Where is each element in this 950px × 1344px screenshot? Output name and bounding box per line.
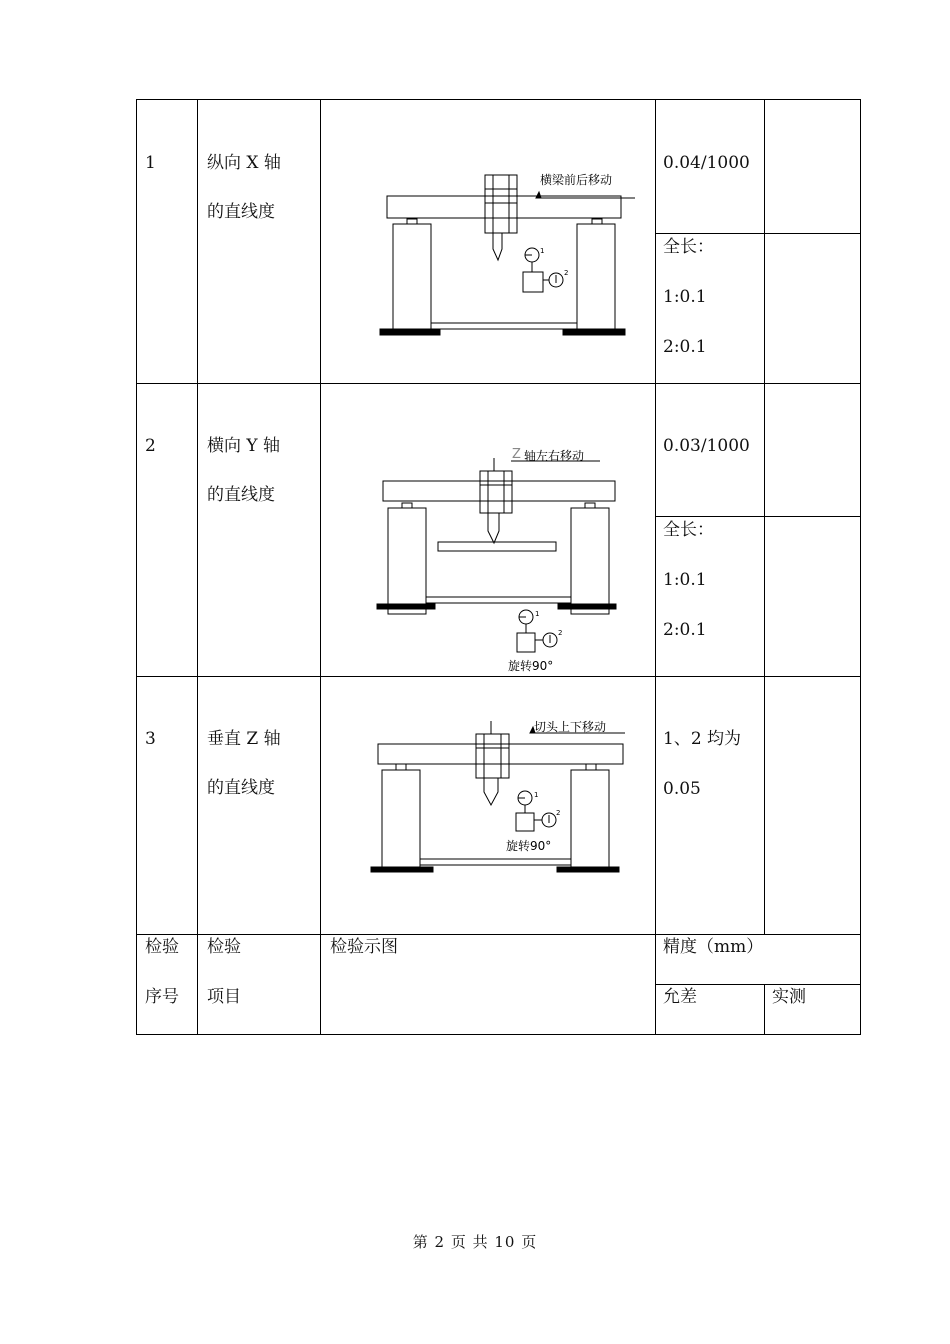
row-2-tolerance-2: 2:0.1 xyxy=(663,620,707,640)
row-2-item-line1: 横向 Y 轴 xyxy=(207,436,281,456)
header-item-line1: 检验 xyxy=(207,937,241,957)
row-3-item-line1: 垂直 Z 轴 xyxy=(207,729,281,749)
figure-2-annotation-z: Z xyxy=(512,447,521,462)
figure-1-gauge-1: 1 xyxy=(540,247,545,255)
row-2-tolerance-top: 0.03/1000 xyxy=(663,436,750,456)
figure-3-gauge-1: 1 xyxy=(534,791,539,799)
row-1-item-line1: 纵向 X 轴 xyxy=(207,153,281,173)
row-3-tolerance-line2: 0.05 xyxy=(663,779,701,799)
row-1-item-line2: 的直线度 xyxy=(207,202,275,222)
header-item-line2: 项目 xyxy=(207,987,241,1007)
figure-3-annotation: 切头上下移动 xyxy=(534,720,607,734)
figure-2-rotation: 旋转90° xyxy=(508,659,554,673)
row-1-number: 1 xyxy=(145,153,156,173)
row-1-tolerance-1: 1:0.1 xyxy=(663,287,707,307)
figure-2-annotation: 轴左右移动 xyxy=(524,449,585,463)
row-2-number: 2 xyxy=(145,436,156,456)
figure-1-annotation: 横梁前后移动 xyxy=(540,173,613,187)
row-2-tolerance-1: 1:0.1 xyxy=(663,570,707,590)
figure-z-axis-straightness xyxy=(370,717,640,881)
header-measured: 实测 xyxy=(772,987,806,1007)
row-3-tolerance-line1: 1、2 均为 xyxy=(663,729,742,749)
row-2-item-line2: 的直线度 xyxy=(207,485,275,505)
row-1-tolerance-2: 2:0.1 xyxy=(663,337,707,357)
figure-3-rotation: 旋转90° xyxy=(506,839,552,853)
figure-y-axis-straightness xyxy=(370,446,640,682)
row-3-item-line2: 的直线度 xyxy=(207,778,275,798)
row-1-tolerance-top: 0.04/1000 xyxy=(663,153,750,173)
header-figure: 检验示图 xyxy=(330,937,398,957)
figure-1-gauge-2: 2 xyxy=(564,269,569,277)
figure-2-gauge-2: 2 xyxy=(558,629,563,637)
figure-x-axis-straightness xyxy=(370,163,640,347)
figure-3-gauge-2: 2 xyxy=(556,809,561,817)
inspection-table xyxy=(136,99,861,1035)
row-1-tolerance-label: 全长： xyxy=(663,237,714,257)
page-footer: 第 2 页 共 10 页 xyxy=(412,1233,538,1251)
row-2-tolerance-label: 全长： xyxy=(663,520,714,540)
header-tolerance: 允差 xyxy=(663,987,697,1007)
header-no-line2: 序号 xyxy=(145,987,179,1007)
header-no-line1: 检验 xyxy=(145,937,179,957)
header-precision: 精度（mm） xyxy=(663,937,764,957)
row-3-number: 3 xyxy=(145,729,156,749)
figure-2-gauge-1: 1 xyxy=(535,610,540,618)
